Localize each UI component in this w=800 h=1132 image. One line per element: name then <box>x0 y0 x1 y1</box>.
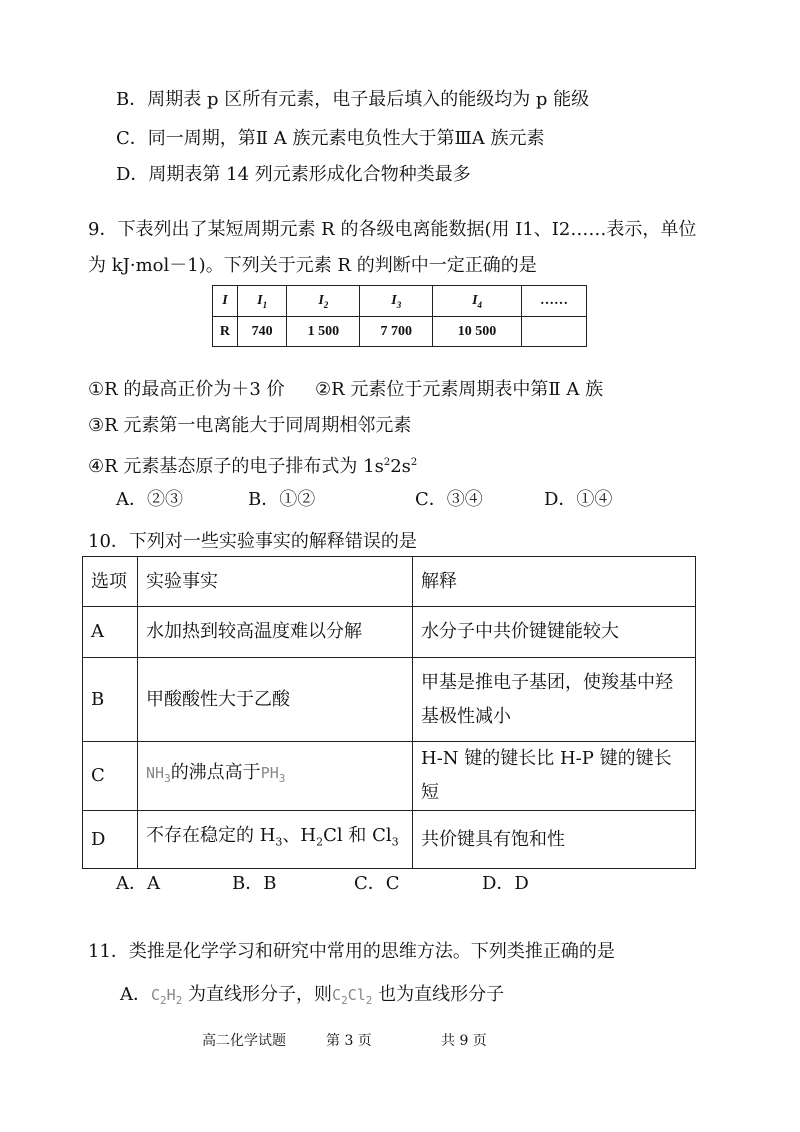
formula-c2h2: $C_2H_2$ <box>151 986 183 1007</box>
table-row <box>83 811 696 869</box>
table-cell: 甲酸酸性大于乙酸 <box>138 658 413 742</box>
q9-stem-line2: 为 kJ·mol－1)。下列关于元素 R 的判断中一定正确的是 <box>88 255 537 276</box>
table-header-cell: 解释 <box>413 557 696 607</box>
table-cell-line: 甲基是推电子基团，使羧基中羟 <box>421 671 673 693</box>
table-cell: …… <box>521 286 586 317</box>
q8-option-b: B．周期表 p 区所有元素，电子最后填入的能级均为 p 能级 <box>116 89 590 110</box>
table-header-row <box>213 286 587 317</box>
table-cell: 10 500 <box>433 317 522 347</box>
table-cell: D <box>83 811 138 869</box>
table-cell: 共价键具有饱和性 <box>413 811 696 869</box>
table-cell: R <box>213 317 238 347</box>
formula-c2cl2: $C_2Cl_2$ <box>332 986 373 1007</box>
q10-option-c: C．C <box>354 873 400 894</box>
table-row <box>83 742 696 811</box>
q11-stem: 11．类推是化学学习和研究中常用的思维方法。下列类推正确的是 <box>88 941 615 962</box>
q9-option-a: A．②③ <box>116 489 183 510</box>
q10-option-d: D．D <box>482 873 529 894</box>
footer-total-pages: 共 9 页 <box>441 1033 487 1049</box>
table-cell: H-N 键的键长比 H-P 键的键长短 <box>413 742 696 811</box>
table-cell: 水加热到较高温度难以分解 <box>138 607 413 658</box>
table-header-row <box>83 557 696 607</box>
table-cell: A <box>83 607 138 658</box>
table-cell: 水分子中共价键键能较大 <box>413 607 696 658</box>
q9-option-c: C．③④ <box>415 489 483 510</box>
table-cell: 不存在稳定的 $H_3$、$H_2Cl$ 和 $Cl_3$ <box>138 811 413 869</box>
q9-option-b: B．①② <box>248 489 316 510</box>
table-cell <box>413 658 696 742</box>
q10-option-a: A．A <box>116 873 160 894</box>
table-cell <box>521 317 586 347</box>
q8-option-d: D．周期表第 14 列元素形成化合物种类最多 <box>116 164 471 185</box>
table-cell: $NH_3$的沸点高于$PH_3$ <box>138 742 413 811</box>
table-cell: 7 700 <box>360 317 433 347</box>
table-cell: C <box>83 742 138 811</box>
q9-statement-2: ②R 元素位于元素周期表中第Ⅱ A 族 <box>315 379 604 400</box>
table-cell: $I_4$ <box>433 286 522 317</box>
table-cell: I <box>213 286 238 317</box>
q10-table <box>82 556 696 869</box>
table-cell: $I_1$ <box>237 286 286 317</box>
q8-option-c: C．同一周期，第Ⅱ A 族元素电负性大于第ⅢA 族元素 <box>116 128 545 149</box>
q10-stem: 10．下列对一些实验事实的解释错误的是 <box>88 531 417 552</box>
q9-statement-1: ①R 的最高正价为＋3 价 <box>88 379 285 400</box>
table-row <box>213 317 587 347</box>
footer-subject: 高二化学试题 <box>202 1033 286 1049</box>
table-cell: $I_3$ <box>360 286 433 317</box>
table-cell: B <box>83 658 138 742</box>
q11-option-a: A．$C_2H_2$ 为直线形分子，则$C_2Cl_2$ 也为直线形分子 <box>120 984 505 1007</box>
table-cell-line: 基极性减小 <box>421 705 511 727</box>
table-row <box>83 658 696 742</box>
footer-page-number: 第 3 页 <box>326 1033 372 1049</box>
q9-option-d: D．①④ <box>544 489 613 510</box>
q10-option-b: B．B <box>232 873 277 894</box>
q9-stem-line1: 9．下表列出了某短周期元素 R 的各级电离能数据(用 I1、I2……表示，单位 <box>88 219 697 240</box>
table-header-cell: 实验事实 <box>138 557 413 607</box>
formula-ph3: $PH_3$ <box>260 764 286 785</box>
q9-statement-3: ③R 元素第一电离能大于同周期相邻元素 <box>88 415 412 436</box>
table-cell: $I_2$ <box>287 286 360 317</box>
table-header-cell: 选项 <box>83 557 138 607</box>
q9-statement-4: ④R 元素基态原子的电子排布式为 $1s^22s^2$ <box>88 456 418 477</box>
formula-nh3: $NH_3$ <box>146 764 171 785</box>
table-row <box>83 607 696 658</box>
q9-ionization-table <box>212 285 587 347</box>
table-cell: 740 <box>237 317 286 347</box>
table-cell: 1 500 <box>287 317 360 347</box>
